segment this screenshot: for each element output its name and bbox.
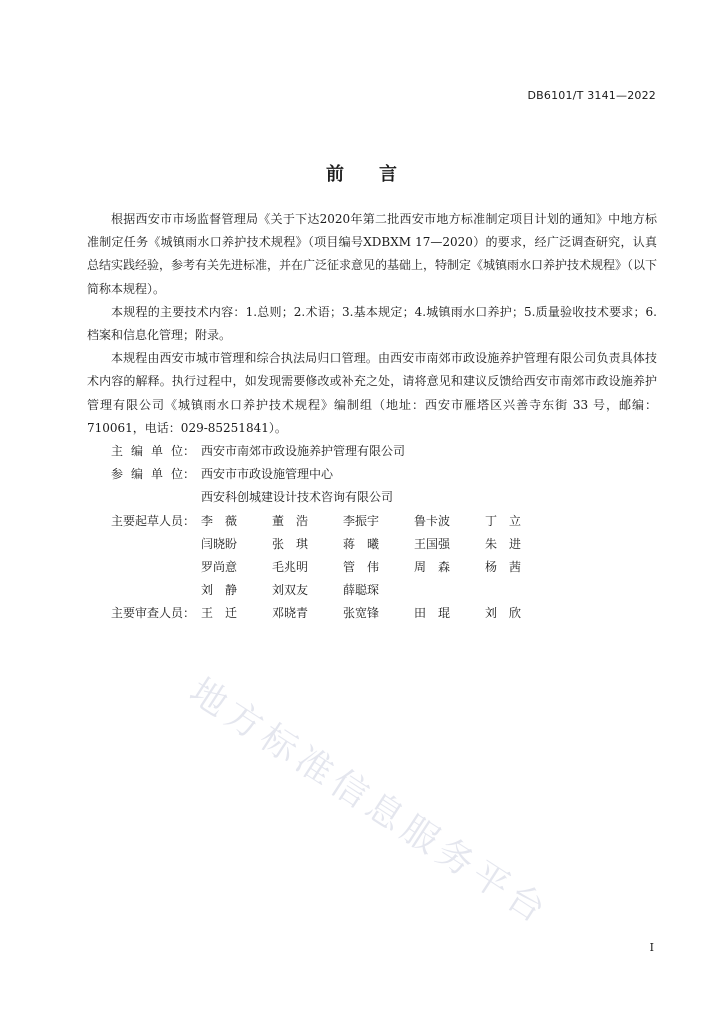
reviewers-names	[201, 602, 556, 625]
participating-unit-row	[87, 463, 657, 486]
reviewer-name: 王 迁	[201, 606, 238, 621]
participating-unit-value-1: 西安市市政设施管理中心	[201, 467, 334, 482]
label-char: 编	[130, 444, 143, 459]
drafter-name: 薛聪琛	[343, 583, 380, 598]
drafters-names	[201, 510, 556, 533]
drafters-names	[201, 533, 556, 556]
drafters-names	[201, 579, 414, 602]
drafter-name: 罗尚意	[201, 559, 238, 574]
drafter-name: 李 薇	[201, 513, 238, 528]
drafter-name: 周 森	[414, 559, 451, 574]
document-code: DB6101/T 3141—2022	[527, 89, 656, 102]
reviewers-row	[87, 602, 657, 625]
drafter-name: 李振宇	[343, 513, 380, 528]
drafter-name: 董 浩	[272, 513, 309, 528]
paragraph-contents: 本规程的主要技术内容：1.总则；2.术语；3.基本规定；4.城镇雨水口养护；5.质量验收技术要求；6.档案和信息化管理；附录。	[87, 304, 657, 343]
participating-unit-label	[111, 463, 195, 486]
participating-unit-row-2	[87, 486, 657, 509]
drafter-name: 管 伟	[343, 559, 380, 574]
participating-unit-value-2: 西安科创城建设计技术咨询有限公司	[201, 490, 394, 505]
drafter-name: 杨 茜	[485, 559, 522, 574]
chief-unit-value: 西安市南郊市政设施养护管理有限公司	[201, 444, 406, 459]
drafters-names	[201, 556, 556, 579]
title-char-1: 前	[326, 164, 345, 185]
drafter-name: 王国强	[414, 536, 451, 551]
page-number: I	[649, 941, 654, 954]
label-char: 参	[111, 467, 124, 482]
reviewer-name: 刘 欣	[485, 606, 522, 621]
drafter-name: 刘 静	[201, 583, 238, 598]
drafters-row-1	[87, 510, 657, 533]
drafter-name: 蒋 曦	[343, 536, 380, 551]
label-char: 位：	[170, 444, 195, 459]
reviewer-name: 张宽锋	[343, 606, 380, 621]
drafter-name: 朱 进	[485, 536, 522, 551]
drafter-name: 张 琪	[272, 536, 309, 551]
drafter-name: 鲁卡波	[414, 513, 451, 528]
drafters-label: 主要起草人员：	[111, 513, 196, 528]
paragraph-basis: 根据西安市市场监督管理局《关于下达2020年第二批西安市地方标准制定项目计划的通知》中地方标准制定任务《城镇雨水口养护技术规程》（项目编号XDBXM 17—2020）的要求，经广泛调查研究，认真总结实践经验，参考有关先进标准，并在广泛征求意见的基础上，特制定《城镇雨水口养护技术规程》（以下简称本规程）。	[87, 212, 658, 296]
label-char: 单	[150, 467, 163, 482]
label-char: 编	[130, 467, 143, 482]
chief-unit-label	[111, 440, 195, 463]
reviewers-label: 主要审查人员：	[111, 606, 196, 621]
drafter-name: 刘双友	[272, 583, 309, 598]
drafters-row-4	[87, 579, 657, 602]
page-title	[0, 160, 724, 186]
drafters-row-2	[87, 533, 657, 556]
drafter-name: 毛兆明	[272, 559, 309, 574]
reviewer-name: 田 琨	[414, 606, 451, 621]
drafter-name: 丁 立	[485, 513, 522, 528]
document-body	[87, 208, 657, 626]
reviewer-name: 邓晓青	[272, 606, 309, 621]
label-char: 单	[150, 444, 163, 459]
drafters-row-3	[87, 556, 657, 579]
paragraph-management: 本规程由西安市城市管理和综合执法局归口管理。由西安市南郊市政设施养护管理有限公司负责具体技术内容的解释。执行过程中，如发现需要修改或补充之处，请将意见和建议反馈给西安市南郊市政设施养护管理有限公司《城镇雨水口养护技术规程》编制组（地址：西安市雁塔区兴善寺东街 33 号，邮编：710061，电话：029-85251841）。	[87, 351, 657, 435]
title-char-2: 言	[379, 164, 398, 185]
label-char: 主	[111, 444, 124, 459]
watermark-text: 地方标准信息服务平台	[182, 670, 557, 934]
label-char: 位：	[170, 467, 195, 482]
drafter-name: 闫晓盼	[201, 536, 238, 551]
chief-unit-row	[87, 440, 657, 463]
